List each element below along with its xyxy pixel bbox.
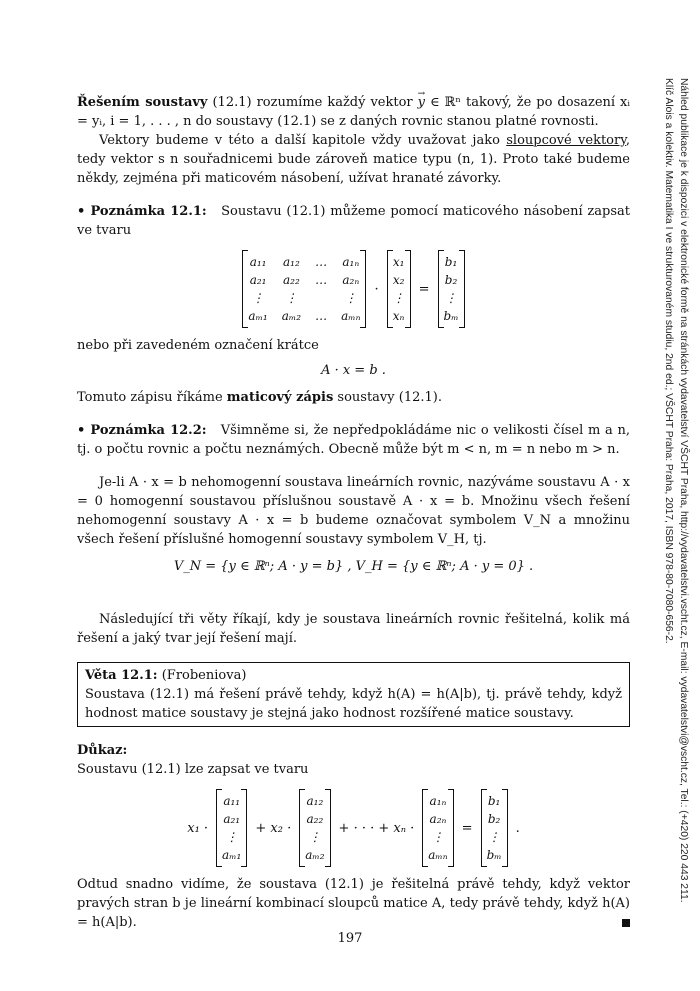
column-entry: a₂₂	[306, 812, 324, 826]
paragraph-matrix-form: Tomuto zápisu říkáme maticový zápis soustavy (12.1).	[77, 390, 442, 405]
term-solution: Řešením soustavy	[77, 95, 208, 110]
matrix-entry: ⋮	[252, 291, 265, 305]
column-entry: ⋮	[431, 830, 444, 844]
matrix-entry: ⋮	[285, 291, 298, 305]
vector-entry: b₁	[444, 255, 458, 269]
vector-entry: xₙ	[392, 309, 405, 323]
vector-entry: x₂	[392, 273, 405, 287]
paragraph-homogeneous: Je-li A · x = b nehomogenní soustava lineárních rovnic, nazýváme soustavu A · x = 0 homogenní soustavou příslušnou soustavě A · x = b. Množinu všech řešení nehomogenní soustavy A · x = b budeme označovat symbolem V_N a množinu všech řešení příslušné homogenní soustavy symbolem V_H, tj.	[77, 475, 630, 547]
vector-entry: b₂	[487, 812, 501, 826]
column-2	[299, 789, 330, 867]
matrix-entry: a₁₁	[249, 255, 267, 269]
paragraph-column-vectors: Vektory budeme v této a další kapitole vždy uvažovat jako sloupcové vektory, tedy vektor s n souřadnicemi bude zároveň matice typu (n, 1). Proto také budeme někdy, zejména při maticovém násobení, užívat hranaté závorky.	[77, 133, 630, 186]
matrix-entry: …	[315, 309, 328, 323]
column-entry: a₁ₙ	[429, 794, 447, 808]
proof-heading: Důkaz:	[77, 743, 128, 758]
side-notice-preview: Náhled publikace je k dispozici v elektronické formě na stránkách vydavatelství VŠCHT Praha, http://vydavatelstvi.vscht.cz, E-mail: vydavatelstvi@vscht.cz, Tel.: (+420) 220 443 211.	[678, 78, 689, 903]
matrix-a	[242, 250, 366, 328]
matrix-entry: …	[315, 255, 328, 269]
vector-x	[387, 250, 411, 328]
column-entry: a₂₁	[223, 812, 241, 826]
vector-entry: bₘ	[486, 848, 502, 862]
vector-entry: x₁	[392, 255, 405, 269]
column-combination: x₁ · a₁₁ a₂₁ ⋮ aₘ₁ + x₂ · a₁₂ a₂₂ ⋮ aₘ₂ + · · · + xₙ · a₁ₙ a₂ₙ ⋮ aₘₙ = b₁ b₂ ⋮ bₘ .	[77, 789, 630, 867]
column-entry: a₂ₙ	[429, 812, 447, 826]
vector-entry: ⋮	[488, 830, 501, 844]
column-entry: ⋮	[308, 830, 321, 844]
matrix-entry: a₁₂	[283, 255, 300, 269]
page-content	[77, 93, 630, 932]
solution-sets-formula: V_N = {y ∈ ℝⁿ; A · y = b} , V_H = {y ∈ ℝⁿ; A · y = 0} .	[173, 559, 534, 574]
matrix-entry: ⋮	[344, 291, 357, 305]
term-column-vectors: sloupcové vektory	[506, 133, 626, 148]
proof-intro: Soustavu (12.1) lze zapsat ve tvaru	[77, 762, 309, 777]
short-form-equation: A · x = b .	[321, 363, 386, 378]
theorem-label: Věta 12.1:	[85, 668, 158, 683]
vector-entry: b₂	[444, 273, 458, 287]
proof-conclusion: Odtud snadno vidíme, že soustava (12.1) je řešitelná právě tehdy, když vektor pravých stran b je lineární kombinací sloupců matice A, tedy právě tehdy, když h(A) = h(A|b).	[77, 877, 630, 930]
column-1	[216, 789, 247, 867]
column-entry: a₁₁	[223, 794, 241, 808]
side-notice	[651, 78, 691, 918]
qed-square-icon	[622, 919, 630, 927]
column-entry: ⋮	[225, 830, 238, 844]
vector-b	[438, 250, 465, 328]
note-12-2: • Poznámka 12.2: Všimněme si, že nepředpokládáme nic o velikosti čísel m a n, tj. o počtu rovnic a počtu neznámých. Obecně může být m < n, m = n nebo m > n.	[77, 423, 630, 457]
term-matrix-form: maticový zápis	[226, 390, 334, 405]
column-n	[422, 789, 453, 867]
column-entry: aₘ₁	[222, 848, 242, 862]
page-number: 197	[337, 931, 363, 946]
vector-entry: b₁	[487, 794, 501, 808]
matrix-entry	[315, 289, 327, 307]
paragraph-three-theorems: Následující tři věty říkají, kdy je soustava lineárních rovnic řešitelná, kolik má řešení a jaký tvar její řešení mají.	[77, 612, 630, 646]
vector-entry: ⋮	[445, 291, 458, 305]
theorem-frobenius: Věta 12.1: (Frobeniova) Soustava (12.1) má řešení právě tehdy, když h(A) = h(A|b), tj. právě tehdy, když hodnost matice soustavy je stejná jako hodnost rozšířené matice soustavy.	[77, 662, 630, 727]
matrix-entry: a₂ₙ	[342, 273, 360, 287]
matrix-entry: aₘₙ	[341, 309, 361, 323]
paragraph-short-notation: nebo při zavedeném označení krátce	[77, 338, 319, 353]
side-notice-citation: Klíč Alois a kolektiv. Matematika I ve strukturovaném studiu, 2nd ed.; VŠCHT Praha: Praha, 2017, ISBN 978-80-7080-656-2.	[663, 78, 674, 644]
theorem-text: Soustava (12.1) má řešení právě tehdy, když h(A) = h(A|b), tj. právě tehdy, když hodnost matice soustavy je stejná jako hodnost rozšířené matice soustavy.	[85, 687, 622, 721]
note-12-1: • Poznámka 12.1: Soustavu (12.1) můžeme pomocí maticového násobení zapsat ve tvaru	[77, 204, 630, 238]
vector-b-rhs	[481, 789, 508, 867]
column-entry: aₘₙ	[428, 848, 448, 862]
matrix-entry: …	[315, 273, 328, 287]
matrix-entry: a₂₂	[283, 273, 300, 287]
vector-entry: bₘ	[443, 309, 459, 323]
matrix-entry: a₁ₙ	[342, 255, 360, 269]
matrix-entry: aₘ₁	[248, 309, 268, 323]
matrix-entry: aₘ₂	[281, 309, 302, 323]
matrix-entry: a₂₁	[249, 273, 267, 287]
column-entry: aₘ₂	[305, 848, 325, 862]
matrix-equation: a₁₁ a₁₂ … a₁ₙ a₂₁ a₂₂ … a₂ₙ ⋮ ⋮ ⋮ aₘ₁ aₘ₂ … aₘₙ · x₁ x₂ ⋮ xₙ = b₁ b₂ ⋮ bₘ	[77, 250, 630, 328]
paragraph-solution-definition: Řešením soustavy (12.1) rozumíme každý vektor y → ∈ ℝⁿ takový, že po dosazení xᵢ = yᵢ, i = 1, . . . , n do soustavy (12.1) se z daných rovnic stanou platné rovnosti.	[77, 93, 630, 131]
column-entry: a₁₂	[306, 794, 324, 808]
vector-entry: ⋮	[392, 291, 405, 305]
